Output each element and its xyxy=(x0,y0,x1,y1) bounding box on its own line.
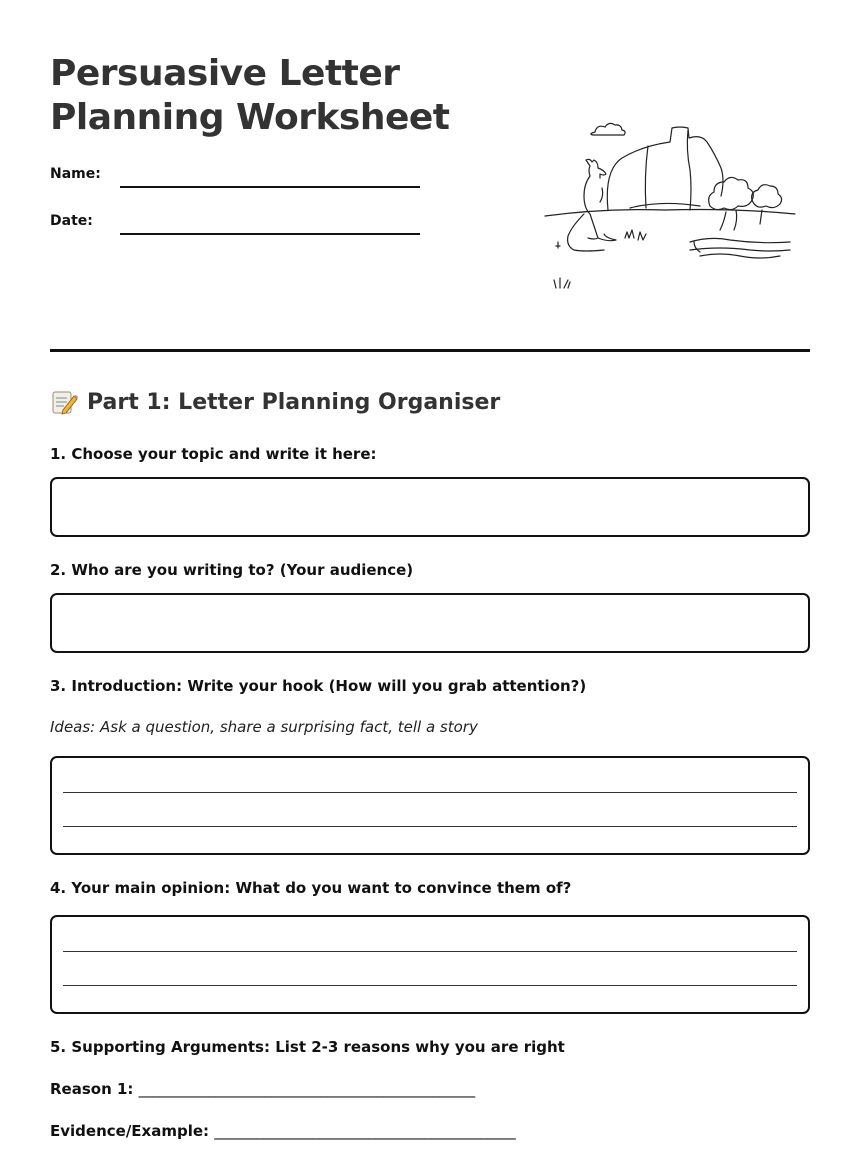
reason-1-label: Reason 1: xyxy=(50,1080,134,1098)
name-field[interactable] xyxy=(120,186,420,188)
question-5: 5. Supporting Arguments: List 2-3 reasons why you are right xyxy=(50,1038,565,1056)
reason-1-blank[interactable]: ________________________________________________ xyxy=(138,1080,475,1098)
writing-line xyxy=(63,826,797,827)
audience-box[interactable] xyxy=(50,593,810,653)
evidence-row[interactable] xyxy=(50,1122,515,1140)
hook-ideas-hint: Ideas: Ask a question, share a surprising fact, tell a story xyxy=(50,718,478,736)
writing-line xyxy=(63,792,797,793)
title-line-1: Persuasive Letter xyxy=(50,53,400,94)
outback-scene-icon xyxy=(540,118,800,298)
writing-line xyxy=(63,951,797,952)
question-2: 2. Who are you writing to? (Your audience) xyxy=(50,561,414,579)
date-label: Date: xyxy=(50,213,93,229)
worksheet-title xyxy=(50,52,450,140)
evidence-label: Evidence/Example: xyxy=(50,1122,210,1140)
writing-line xyxy=(63,985,797,986)
reason-1-row[interactable] xyxy=(50,1080,475,1098)
memo-icon xyxy=(50,388,78,416)
question-4: 4. Your main opinion: What do you want to convince them of? xyxy=(50,879,572,897)
title-line-2: Planning Worksheet xyxy=(50,97,450,138)
opinion-box[interactable] xyxy=(50,915,810,1014)
question-1: 1. Choose your topic and write it here: xyxy=(50,445,377,463)
date-field[interactable] xyxy=(120,233,420,235)
question-3: 3. Introduction: Write your hook (How will you grab attention?) xyxy=(50,677,587,695)
hook-box[interactable] xyxy=(50,756,810,855)
topic-box[interactable] xyxy=(50,477,810,537)
part1-heading xyxy=(50,388,500,416)
part1-title: Part 1: Letter Planning Organiser xyxy=(87,389,501,415)
header-divider xyxy=(50,349,810,352)
name-label: Name: xyxy=(50,166,101,182)
evidence-blank[interactable]: ___________________________________________ xyxy=(214,1122,516,1140)
